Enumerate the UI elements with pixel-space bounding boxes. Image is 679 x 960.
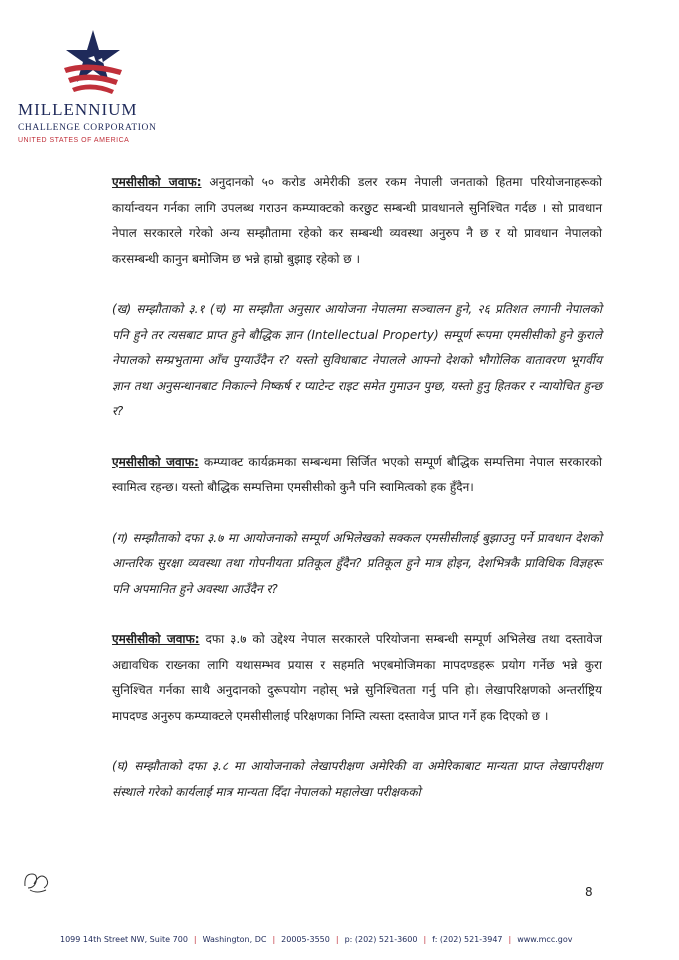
- footer-address: 1099 14th Street NW, Suite 700: [60, 935, 188, 944]
- answer-paragraph: [112, 627, 602, 729]
- footer-contact: 1099 14th Street NW, Suite 700 | Washington, DC | 20005-3550 | p: (202) 521-3600 | f: (202) 521-3947 | www.mcc.gov: [60, 935, 573, 944]
- answer-text: कम्प्याक्ट कार्यक्रमका सम्बन्धमा सिर्जित भएको सम्पूर्ण बौद्धिक सम्पत्तिमा नेपाल सरकारको स्वामित्व रहन्छ। यस्तो बौद्धिक सम्पत्तिमा एमसीसीको कुनै पनि स्वामित्वको हक हुँदैन।: [112, 454, 602, 494]
- question-paragraph: (ख) सम्झौताको ३.१ (च) मा सम्झौता अनुसार आयोजना नेपालमा सञ्चालन हुने, २६ प्रतिशत लगानी नेपालको पनि हुने तर त्यसबाट प्राप्त हुने बौद्धिक ज्ञान (Intellectual Property) सम्पूर्ण रूपमा एमसीसीको हुने कुराले नेपालको सम्प्रभुतामा आँच पुग्याउँदैन र? यस्तो सुविधाबाट नेपालले आफ्नो देशको भौगोलिक वातावरण भूगर्वीय ज्ञान तथा अनुसन्धानबाट निकाल्ने निष्कर्ष र प्याटेन्ट राइट समेत गुमाउन पुग्छ, यस्तो हुनु हितकर र न्यायोचित हुन्छ र?: [112, 302, 602, 418]
- signature-initials-mark: [22, 868, 52, 894]
- answer-text: अनुदानको ५० करोड अमेरीकी डलर रकम नेपाली जनताको हितमा परियोजनाहरूको कार्यान्वयन गर्नका लागि उपलब्ध गराउन कम्प्याक्टको करछुट सम्बन्धी प्रावधानले सुनिश्चित गर्दछ । सो प्रावधान नेपाल सरकारले गरेको अन्य सम्झौतामा रहेको कर सम्बन्धी व्यवस्था अनुरुप नै छ र यो प्रावधान नेपालको करसम्बन्धी कानुन बमोजिम छ भन्ने हाम्रो बुझाइ रहेको छ ।: [112, 175, 602, 266]
- footer-website-link[interactable]: www.mcc.gov: [517, 935, 573, 944]
- footer-city: Washington, DC: [202, 935, 267, 944]
- footer-phone: p: (202) 521-3600: [344, 935, 418, 944]
- logo-country: UNITED STATES OF AMERICA: [18, 137, 130, 144]
- footer-zip: 20005-3550: [281, 935, 330, 944]
- question-paragraph: (घ) सम्झौताको दफा ३.८ मा आयोजनाको लेखापरीक्षण अमेरिकी वा अमेरिकाबाट मान्यता प्राप्त लेखापरीक्षण संस्थाले गरेको कार्यलाई मात्र मान्यता दिँदा नेपालको महालेखा परीक्षकको: [112, 759, 602, 799]
- document-body: [112, 170, 602, 830]
- logo-name: MILLENNIUM: [18, 100, 138, 119]
- answer-label: एमसीसीको जवाफ:: [112, 175, 202, 189]
- footer-fax: f: (202) 521-3947: [432, 935, 503, 944]
- page-number: 8: [585, 885, 593, 899]
- answer-label: एमसीसीको जवाफ:: [112, 632, 200, 646]
- star-flag-icon: [58, 28, 128, 98]
- answer-paragraph: [112, 170, 602, 272]
- answer-text: दफा ३.७ को उद्देश्य नेपाल सरकारले परियोजना सम्बन्धी सम्पूर्ण अभिलेख तथा दस्तावेज अद्यावधिक राख्नका लागि यथासम्भव प्रयास र सहमति भएबमोजिमका मापदण्डहरू प्रयोग गर्नेछ भन्ने कुरा सुनिश्चित गर्नका साथै अनुदानको दुरूपयोग नहोस् भन्ने सुनिश्चितता गर्नु पनि हो। लेखापरिक्षणको अन्तर्राष्ट्रिय मापदण्ड अनुरुप कम्प्याक्टले एमसीसीलाई परिक्षणका निम्ति त्यस्ता दस्तावेज प्राप्त गर्ने हक दिएको छ ।: [112, 632, 602, 723]
- answer-paragraph: [112, 450, 602, 501]
- question-paragraph: (ग) सम्झौताको दफा ३.७ मा आयोजनाको सम्पूर्ण अभिलेखको सक्कल एमसीसीलाई बुझाउनु पर्ने प्रावधान देशको आन्तरिक सुरक्षा व्यवस्था तथा गोपनीयता प्रतिकूल हुँदैन? प्रतिकूल हुने मात्र होइन, देशभित्रकै प्राविधिक विज्ञहरू पनि अपमानित हुने अवस्था आउँदैन र?: [112, 530, 602, 596]
- answer-label: एमसीसीको जवाफ:: [112, 454, 199, 469]
- logo-subname: CHALLENGE CORPORATION: [18, 123, 157, 133]
